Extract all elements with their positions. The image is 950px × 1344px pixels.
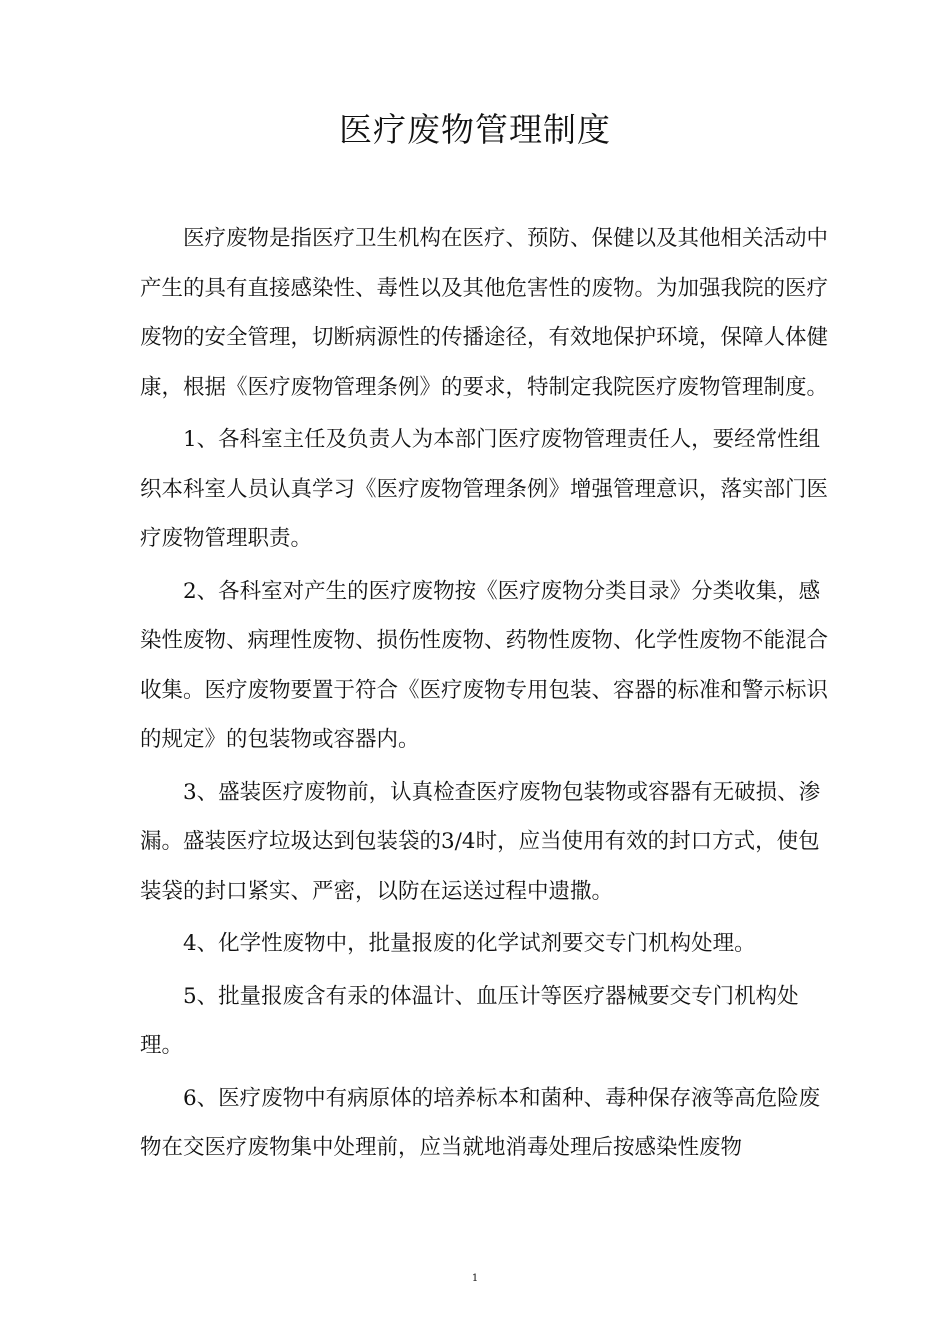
page-number: 1 xyxy=(471,1273,479,1284)
rule-paragraph-6: 6、医疗废物中有病原体的培养标本和菌种、毒种保存液等高危险废物在交医疗废物集中处理前，应当就地消毒处理后按感染性废物 xyxy=(140,1085,821,1160)
intro-paragraph: 医疗废物是指医疗卫生机构在医疗、预防、保健以及其他相关活动中产生的具有直接感染性、毒性以及其他危害性的废物。为加强我院的医疗废物的安全管理，切断病源性的传播途径，有效地保护环境，保障人体健康，根据《医疗废物管理条例》的要求，特制定我院医疗废物管理制度。 xyxy=(140,226,829,400)
rule-paragraph-4: 4、化学性废物中，批量报废的化学试剂要交专门机构处理。 xyxy=(183,931,756,956)
rule-paragraph-2: 2、各科室对产生的医疗废物按《医疗废物分类目录》分类收集，感染性废物、病理性废物、损伤性废物、药物性废物、化学性废物不能混合收集。医疗废物要置于符合《医疗废物专用包装、容器的标准和警示标识的规定》的包装物或容器内。 xyxy=(140,578,829,752)
rule-paragraph-3: 3、盛装医疗废物前，认真检查医疗废物包装物或容器有无破损、渗漏。盛装医疗垃圾达到包装袋的3/4时，应当使用有效的封口方式，使包装袋的封口紧实、严密，以防在运送过程中遗撒。 xyxy=(140,779,821,904)
rule-paragraph-5: 5、批量报废含有汞的体温计、血压计等医疗器械要交专门机构处理。 xyxy=(140,983,799,1058)
document-title: 医疗废物管理制度 xyxy=(339,110,611,149)
rule-paragraph-1: 1、各科室主任及负责人为本部门医疗废物管理责任人，要经常性组织本科室人员认真学习《医疗废物管理条例》增强管理意识，落实部门医疗废物管理职责。 xyxy=(140,427,829,551)
document-body xyxy=(140,214,840,1176)
